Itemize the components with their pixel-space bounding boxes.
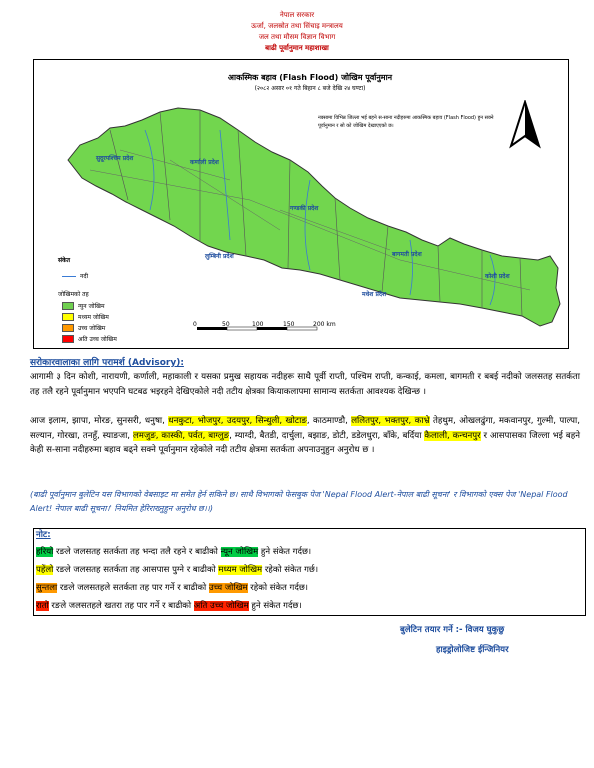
note-color-word: रातो	[36, 601, 49, 611]
text-run: तेहथुम, ओखलढुंगा, मकवानपुर, गुल्मी, पाल्पा, सल्यान, गोरखा, तनहुँ, स्याङजा,	[30, 416, 580, 441]
highlight-districts: लमजुङ, कास्की, पर्वत, बाग्लुङ	[132, 430, 230, 441]
legend-swatch	[62, 313, 74, 321]
text-run: , काठमाण्डौ,	[306, 416, 352, 426]
text-run: हुने संकेत गर्दछ।	[258, 547, 312, 557]
legend-item	[62, 324, 105, 332]
scale-tick: 150	[283, 321, 295, 328]
header-ministry: ऊर्जा, जलस्रोत तथा सिंचाइ मन्त्रालय	[251, 22, 343, 30]
note-line	[36, 564, 318, 575]
note-risk-tag: मध्यम जोखिम	[218, 565, 263, 575]
scale-tick: 100	[252, 321, 264, 328]
legend-swatch	[62, 302, 74, 310]
note-line	[36, 600, 302, 611]
text-run: हुने संकेत गर्दछ।	[248, 601, 302, 611]
scale-tick: 50	[222, 321, 230, 328]
province-label: सुदूरपश्चिम प्रदेश	[96, 155, 134, 162]
legend-river	[62, 272, 88, 280]
province-label: गण्डकी प्रदेश	[290, 205, 319, 212]
river-line-icon	[62, 276, 76, 277]
advisory-paragraph-1: आगामी ३ दिन कोशी, नारायणी, कर्णाली, महाकाली र यसका प्रमुख सहायक नदीहरू साथै पूर्वी राप्ती, पश्चिम राप्ती, कन्काई, कमला, बागमती र बबई नदीको जलसतह सतर्कता तह तलै रहने पूर्वानुमान भएपनि घटबढ भइरहने देखिएकोले नदी तटीय क्षेत्रका कियाकलापमा सामान्य सतर्कता आवश्यक देखिन्छ ।	[30, 372, 580, 397]
legend-swatch	[62, 335, 74, 343]
note-risk-tag: न्यून जोखिम	[220, 547, 259, 557]
advisory-heading: सरोकारवालाका लागि परामर्श (Advisory):	[30, 358, 184, 368]
header-department: जल तथा मौसम विज्ञान विभाग	[258, 33, 336, 41]
legend-item-label: न्युन जोखिम	[78, 303, 105, 310]
highlight-districts: धनकुटा, भोजपुर, उदयपुर, सिन्धुली, खोटाङ	[168, 416, 307, 426]
text-run: रहेको संकेत गर्छ।	[262, 565, 319, 575]
prepared-by: बुलेटिन तयार गर्ने :- विजय घुकुछु	[400, 625, 505, 635]
header-govt: नेपाल सरकार	[279, 11, 315, 19]
note-heading: नोट:	[36, 530, 51, 540]
province-label: लुम्बिनी प्रदेश	[205, 253, 234, 260]
legend-river-label: नदी	[80, 273, 89, 280]
legend-item	[62, 313, 109, 321]
text-run: र आसपासका जिल्ला भई बहने केही स-साना नदीहरुमा बहाव बढ्ने सक्ने पूर्वानुमान रहेकोले नदी तटीय क्षेत्रमा सतर्कता अपनाउनुहुन अनुरोध छ ।	[30, 430, 581, 455]
note-risk-tag: अति उच्च जोखिम	[193, 601, 249, 611]
note-color-word: पहेंलो	[36, 565, 54, 575]
risk-level-title: जोखिमको तह	[58, 291, 89, 298]
map-title: आकस्मिक बहाव (Flash Flood) जोखिम पूर्वानुमान	[227, 73, 393, 82]
text-run: रहेको संकेत गर्दछ।	[247, 583, 309, 593]
text-run: आज इलाम, झापा, मोरङ, सुनसरी, धनुषा,	[30, 416, 169, 426]
header-division: बाढी पूर्वानुमान महाशाखा	[265, 44, 329, 52]
text-run: रङले जलसतहले सतर्कता तह पार गर्ने र बाढीको	[57, 583, 209, 593]
province-label: बागमती प्रदेश	[392, 251, 422, 258]
legend-item-label: उच्च जोखिम	[78, 325, 106, 332]
legend-swatch	[62, 324, 74, 332]
highlight-districts: कैलाली, कन्चनपुर	[424, 430, 481, 441]
legend-item-label: मध्यम जोखिम	[78, 314, 109, 321]
website-note: (बाढी पूर्वानुमान बुलेटिन यस विभागको वेबसाइट मा समेत हेर्न सकिने छ। साथै विभागको फेसबुक पेज 'Nepal Flood Alert-नेपाल बाढी सूचना' र विभागको एक्स पेज 'Nepal Flood Alert! नेपाल बाढी सूचना।' नियमित हेरिराख्नुहुन अनुरोध छ।।)	[30, 490, 568, 513]
scale-tick: 200 km	[313, 321, 336, 328]
text-run: रङले जलसतह सतर्कता तह भन्दा तलै रहने र बाढीको	[53, 547, 221, 557]
province-label: मधेश प्रदेश	[362, 291, 387, 298]
advisory-paragraph-2	[30, 414, 580, 458]
province-label: कोशी प्रदेश	[485, 273, 510, 280]
scale-tick: 0	[193, 321, 197, 328]
highlight-districts: ललितपुर, भक्तपुर, काभ्रे	[351, 416, 430, 426]
text-run: रङले जलसतह सतर्कता तह आसपास पुग्ने र बाढीको	[53, 565, 219, 575]
legend-item	[62, 302, 105, 310]
note-line	[36, 546, 311, 557]
note-line	[36, 582, 308, 593]
province-label: कर्णाली प्रदेश	[190, 159, 219, 166]
legend-item-label: अति उच्च जोखिम	[78, 336, 117, 343]
nepal-map	[50, 90, 570, 350]
prepared-by-title: हाइड्रोलोजिष्ट ईन्जिनियर	[436, 645, 509, 655]
text-run: , म्याग्दी, बैतडी, दार्चुला, बझाङ, डोटी, डडेलधुरा, बाँके, बर्दिया	[229, 430, 425, 441]
text-run: रङले जलसतहले खतरा तह पार गर्ने र बाढीको	[48, 601, 194, 611]
note-color-word: सुन्तला	[36, 583, 58, 593]
legend-item	[62, 335, 117, 343]
note-risk-tag: उच्च जोखिम	[208, 583, 248, 593]
legend-title: संकेत	[58, 257, 71, 264]
map-subtitle: (२०८२ असार ०१ गते बिहान ८ बजे देखि २४ घण्टा)	[254, 85, 366, 92]
map-note: नक्सामा विभिन्न जिल्ला भई बहने स-साना नदीहरुमा आकस्मिक बहाव (Flash Flood) हुन सक्ने पूर्वानुमान र सो को जोखिम देखाएएको छ।	[318, 115, 494, 129]
note-color-word: हरियो	[36, 547, 54, 557]
